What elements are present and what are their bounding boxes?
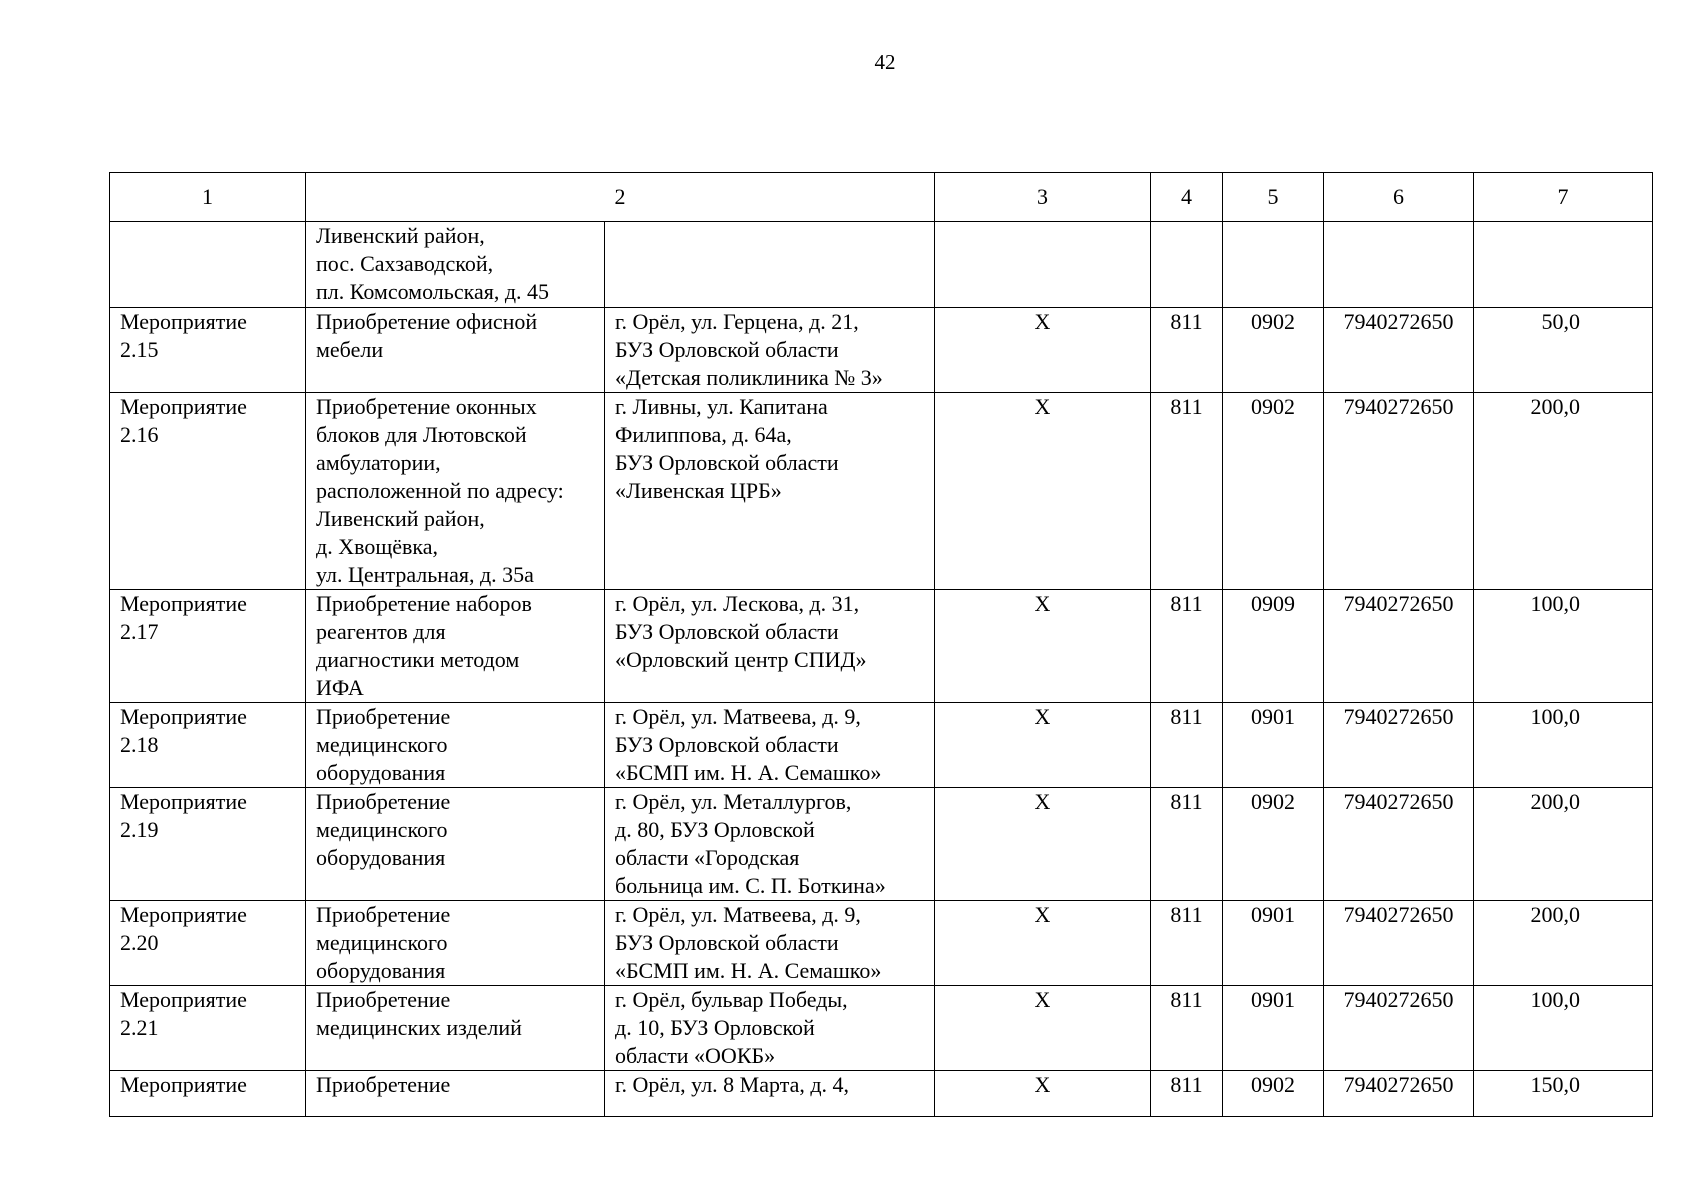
activity-cell: Мероприятие 2.19	[110, 788, 306, 901]
section-code-cell: 0901	[1223, 901, 1324, 986]
marker-cell: X	[935, 788, 1151, 901]
marker-cell: X	[935, 901, 1151, 986]
table-row	[110, 222, 1653, 308]
code-grbs-cell: 811	[1151, 1071, 1223, 1117]
amount-cell: 50,0	[1474, 308, 1653, 393]
description-cell: Приобретение оконных блоков для Лютовской амбулатории, расположенной по адресу: Ливенский район, д. Хвощёвка, ул. Центральная, д. 35а	[306, 393, 605, 590]
code-grbs-cell: 811	[1151, 393, 1223, 590]
activity-cell: Мероприятие 2.15	[110, 308, 306, 393]
address-cell: г. Орёл, ул. Лескова, д. 31, БУЗ Орловской области «Орловский центр СПИД»	[605, 590, 935, 703]
address-cell: г. Ливны, ул. Капитана Филиппова, д. 64а, БУЗ Орловской области «Ливенская ЦРБ»	[605, 393, 935, 590]
marker-cell: X	[935, 393, 1151, 590]
marker-cell	[935, 222, 1151, 308]
header-cell-5: 5	[1223, 173, 1324, 222]
code-grbs-cell: 811	[1151, 986, 1223, 1071]
activity-cell: Мероприятие 2.18	[110, 703, 306, 788]
table-row	[110, 1071, 1653, 1117]
marker-cell: X	[935, 986, 1151, 1071]
amount-cell: 100,0	[1474, 703, 1653, 788]
address-cell	[605, 222, 935, 308]
activity-cell: Мероприятие 2.17	[110, 590, 306, 703]
code-grbs-cell	[1151, 222, 1223, 308]
activity-cell: Мероприятие 2.16	[110, 393, 306, 590]
target-article-cell: 7940272650	[1324, 308, 1474, 393]
target-article-cell: 7940272650	[1324, 393, 1474, 590]
address-cell: г. Орёл, ул. Герцена, д. 21, БУЗ Орловской области «Детская поликлиника № 3»	[605, 308, 935, 393]
amount-cell: 100,0	[1474, 986, 1653, 1071]
header-cell-2: 2	[306, 173, 935, 222]
activity-cell: Мероприятие 2.20	[110, 901, 306, 986]
marker-cell: X	[935, 703, 1151, 788]
table-row	[110, 703, 1653, 788]
amount-cell: 200,0	[1474, 901, 1653, 986]
table-row	[110, 788, 1653, 901]
header-cell-3: 3	[935, 173, 1151, 222]
description-cell: Приобретение медицинского оборудования	[306, 901, 605, 986]
amount-cell: 200,0	[1474, 393, 1653, 590]
section-code-cell: 0901	[1223, 986, 1324, 1071]
description-cell: Приобретение медицинского оборудования	[306, 703, 605, 788]
description-cell: Приобретение медицинского оборудования	[306, 788, 605, 901]
code-grbs-cell: 811	[1151, 703, 1223, 788]
header-row	[110, 173, 1653, 222]
amount-cell: 100,0	[1474, 590, 1653, 703]
section-code-cell: 0902	[1223, 788, 1324, 901]
header-cell-4: 4	[1151, 173, 1223, 222]
page-number: 42	[874, 50, 896, 74]
section-code-cell	[1223, 222, 1324, 308]
address-cell: г. Орёл, бульвар Победы, д. 10, БУЗ Орловской области «ООКБ»	[605, 986, 935, 1071]
budget-table	[109, 172, 1653, 1117]
target-article-cell: 7940272650	[1324, 788, 1474, 901]
table-row	[110, 901, 1653, 986]
target-article-cell: 7940272650	[1324, 986, 1474, 1071]
target-article-cell	[1324, 222, 1474, 308]
marker-cell: X	[935, 1071, 1151, 1117]
marker-cell: X	[935, 308, 1151, 393]
amount-cell: 150,0	[1474, 1071, 1653, 1117]
description-cell: Приобретение	[306, 1071, 605, 1117]
header-cell-7: 7	[1474, 173, 1653, 222]
address-cell: г. Орёл, ул. 8 Марта, д. 4,	[605, 1071, 935, 1117]
section-code-cell: 0902	[1223, 308, 1324, 393]
table-body	[110, 222, 1653, 1117]
table-row	[110, 308, 1653, 393]
target-article-cell: 7940272650	[1324, 901, 1474, 986]
description-cell: Ливенский район, пос. Сахзаводской, пл. Комсомольская, д. 45	[306, 222, 605, 308]
activity-cell: Мероприятие 2.21	[110, 986, 306, 1071]
description-cell: Приобретение наборов реагентов для диагностики методом ИФА	[306, 590, 605, 703]
section-code-cell: 0902	[1223, 1071, 1324, 1117]
amount-cell: 200,0	[1474, 788, 1653, 901]
description-cell: Приобретение медицинских изделий	[306, 986, 605, 1071]
table-row	[110, 393, 1653, 590]
section-code-cell: 0909	[1223, 590, 1324, 703]
section-code-cell: 0902	[1223, 393, 1324, 590]
code-grbs-cell: 811	[1151, 901, 1223, 986]
target-article-cell: 7940272650	[1324, 1071, 1474, 1117]
target-article-cell: 7940272650	[1324, 703, 1474, 788]
code-grbs-cell: 811	[1151, 590, 1223, 703]
address-cell: г. Орёл, ул. Матвеева, д. 9, БУЗ Орловской области «БСМП им. Н. А. Семашко»	[605, 901, 935, 986]
address-cell: г. Орёл, ул. Металлургов, д. 80, БУЗ Орловской области «Городская больница им. С. П. Боткина»	[605, 788, 935, 901]
table-row	[110, 986, 1653, 1071]
amount-cell	[1474, 222, 1653, 308]
target-article-cell: 7940272650	[1324, 590, 1474, 703]
activity-cell	[110, 222, 306, 308]
activity-cell: Мероприятие	[110, 1071, 306, 1117]
description-cell: Приобретение офисной мебели	[306, 308, 605, 393]
marker-cell: X	[935, 590, 1151, 703]
header-cell-6: 6	[1324, 173, 1474, 222]
code-grbs-cell: 811	[1151, 308, 1223, 393]
section-code-cell: 0901	[1223, 703, 1324, 788]
code-grbs-cell: 811	[1151, 788, 1223, 901]
address-cell: г. Орёл, ул. Матвеева, д. 9, БУЗ Орловской области «БСМП им. Н. А. Семашко»	[605, 703, 935, 788]
header-cell-1: 1	[110, 173, 306, 222]
table-row	[110, 590, 1653, 703]
